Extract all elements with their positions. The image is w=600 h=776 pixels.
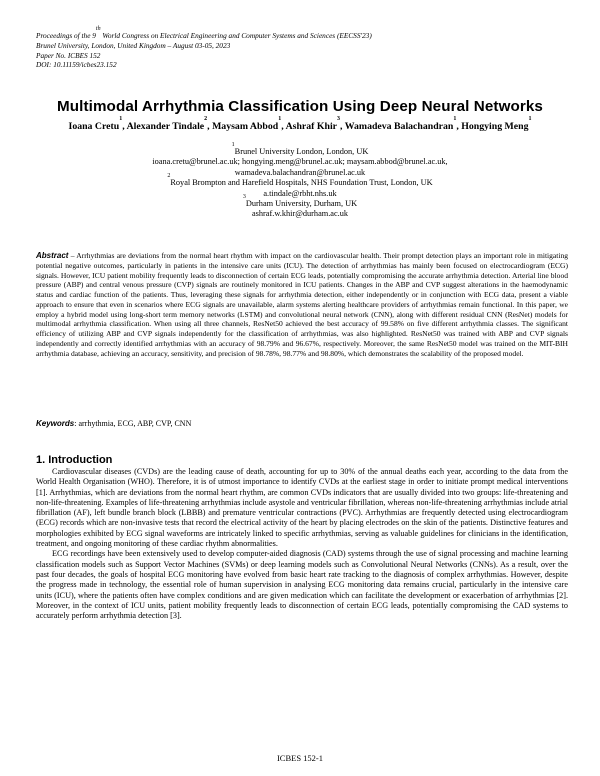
- author: Maysam Abbod$^1$,: [212, 116, 286, 132]
- affiliation-1-email-cont: wamadeva.balachandran@brunel.ac.uk: [234, 167, 366, 177]
- affiliation-1-email: ioana.cretu@brunel.ac.uk; hongying.meng@brunel.ac.uk; maysam.abbod@brunel.ac.uk,: [152, 157, 448, 167]
- author: Alexander Tindale$^2$,: [126, 116, 213, 132]
- keywords-label: Keywords: [36, 419, 75, 428]
- author-list: [40, 116, 560, 133]
- proceedings-header: [36, 26, 576, 70]
- venue-line: Brunel University, London, United Kingdom – August 03-05, 2023: [36, 40, 231, 50]
- author: Hongying Meng$^1$: [461, 116, 532, 132]
- doi: DOI: 10.11159/icbes23.152: [36, 60, 117, 70]
- author: Ioana Cretu$^1$,: [68, 116, 127, 132]
- author: Ashraf Khir$^3$,: [285, 116, 345, 132]
- affiliation-3-email: ashraf.w.khir@durham.ac.uk: [251, 209, 349, 219]
- paragraph: Cardiovascular diseases (CVDs) are the leading cause of death, accounting for up to 30% of the annual deaths each year, according to the data from the World Health Organisation (WHO). Therefore, it is of utmost importance to identify CVDs at the earliest stage in order to initiate prompt medical interventions [1]. Arrhythmias, which are deviations from the normal heart rhythm, are common CVDs indicators that are usually divided into two groups: life-threatening and non-life-threatening. Examples of life-threatening arrhythmias include asystole and ventricular fibrillation, whereas non-life-threatening arrhythmias include atrial fibrillation (AF), left bundle branch block (LBBB) and premature ventricular contractions (PVC). Arrhythmias are frequently detected using electrocardiogram (ECG) records which are non-invasive tests that record the electrical activity of the heart by placing electrodes on the skin of the patients. Distinctive features and morphologies exhibited by ECG signal waveforms are intricately linked to specific arrhythmias, serving as valuable guidelines for clinicians in the identification, treatment, and ongoing monitoring of these cardiac rhythm abnormalities.: [36, 467, 568, 549]
- affiliation-3: $^3$Durham University, Durham, UK: [242, 194, 358, 209]
- proceedings-line: Proceedings of the 9th World Congress on Electrical Engineering and Computer Systems and Sciences (EECSS'23): [36, 26, 372, 40]
- affiliation-2-email: a.tindale@rbht.nhs.uk: [263, 188, 337, 198]
- keywords-text: : arrhythmia, ECG, ABP, CVP, CNN: [74, 419, 192, 428]
- section-heading: 1. Introduction: [36, 454, 113, 466]
- page-footer: ICBES 152-1: [276, 753, 324, 763]
- abstract-label: Abstract: [36, 251, 69, 260]
- paragraph: ECG recordings have been extensively used to develop computer-aided diagnosis (CAD) systems through the use of signal processing and machine learning classification models such as Support Vector Machines (SVMs) or deep learning models such as Convolutional Neural Networks (CNNs). As a result, over the past four decades, the goals of hospital ECG monitoring have evolved from basic heart rate tracking to the diagnosis of complex arrhythmias. However, despite the progress made in technology, the essential role of human supervision in analysing ECG monitoring data remains crucial, particularly in the intensive care units (ICU), where the patients often have complex conditions and are given medication which can facilitate the development or exacerbation of arrhythmias [2]. Moreover, in the context of ICU units, patient mobility frequently leads to disconnection of certain ECG leads, potentially compromising the CAD systems to accurately perform arrhythmia detection [3].: [36, 549, 568, 621]
- affiliation-2: $^2$Royal Brompton and Harefield Hospitals, NHS Foundation Trust, London, UK: [167, 173, 433, 188]
- paper-title: Multimodal Arrhythmia Classification Using Deep Neural Networks: [57, 98, 543, 115]
- keywords: [36, 419, 568, 428]
- author: Wamadeva Balachandran$^1$,: [344, 116, 462, 132]
- paper-number: Paper No. ICBES 152: [36, 50, 101, 60]
- abstract: [36, 251, 568, 358]
- affiliation-1: $^1$Brunel University London, London, UK: [231, 142, 369, 156]
- affiliations: [40, 142, 560, 220]
- abstract-text: – Arrhythmias are deviations from the normal heart rhythm with impact on the cardiovascular health. Their prompt detection plays an important role in mitigating potential negative outcomes, particularly in patients in the intensive care units (ICU). The detection of arrhythmias has mainly been focused on electrocardiogram (ECG) signals. However, ICU patient mobility frequently leads to disconnection of certain ECG leads, potentially compromising the accurate arrhythmia detection. Arterial line blood pressure (ABP) and central venous pressure (CVP) signals are routinely monitored in ICU patients. Changes in the ABP and CVP suggest alterations in the haemodynamic status and cardiac function of the patients. Thus, leveraging these signals for arrhythmia detection, either independently or in conjunction with ECG data, present a viable approach to ensure that even in scenarios where ECG signals are unavailable, alarm systems alerting healthcare providers of arrhythmias remain functional. In this paper, we employ a hybrid model using long-short term memory networks (LSTM) and convolutional neural network (CNN), along with different residual CNN (ResNet) models for multimodal arrhythmia classification. When using all three channels, ResNet50 achieved the best accuracy of 99.58% on five different arrhythmia classes. The significant efficiency of utilizing ABP and CVP signals independently for the classification of arrhythmias, was also highlighted. ResNet50 was trained with ABP and CVP signals independently and correctly identified arrhythmias with an accuracy of 98.79% and 96.67%, respectively. Moreover, the same ResNet50 model was trained on the MIT-BIH arrhythmia database, achieving an accuracy, sensitivity, and precision of 98.78%, 98.77% and 98.80%, which demonstrates the scalability of the proposed model.: [36, 251, 568, 358]
- introduction-body: [36, 467, 568, 621]
